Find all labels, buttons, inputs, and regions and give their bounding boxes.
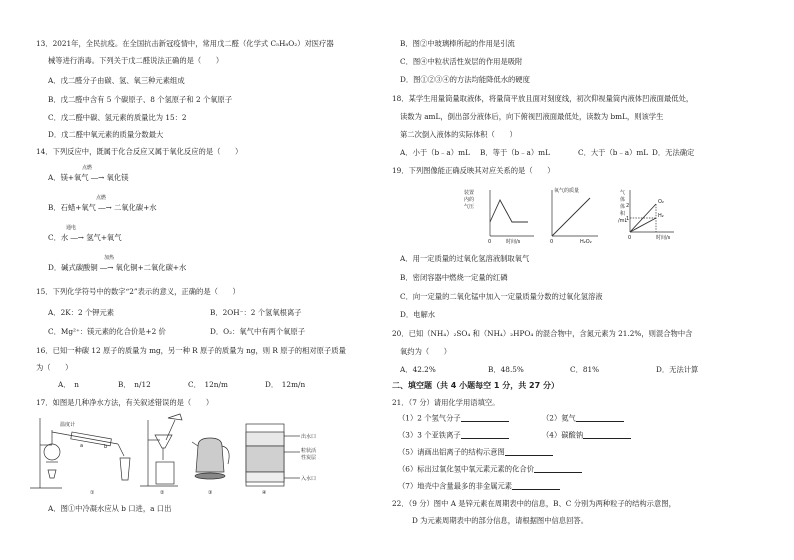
q18-stem-line2: 读数为 amL，倒出部分液体后，向下俯视凹液面最低处，读数为 bmL，则该学生 — [400, 112, 664, 121]
q21-line4 — [398, 465, 582, 473]
figure-number-3: ③ — [208, 490, 213, 496]
graph-3 — [630, 190, 674, 232]
q16-stem-line1: 16．已知一种碳 12 原子的质量为 mg，另一种 R 原子的质量为 ng，则 R 原子的相对原子质量 — [36, 346, 346, 355]
q19-option-a: A．用一定质量的过氧化氢溶液制取氧气 — [400, 254, 530, 263]
q15-option-c: C．Mg²⁺：镁元素的化合价是+2 价 — [48, 327, 166, 336]
q22-stem-line2: D 为元素周期表中的部分信息，请根据图中信息回答。 — [412, 516, 588, 525]
simple-purifier — [246, 424, 300, 486]
q18-stem-line1: 18．某学生用量筒量取液体，将量筒平放且面对刻度线，初次仰视量筒内液体凹液面最低处， — [392, 94, 694, 103]
q13-option-d: D．戊二醛中氧元素的质量分数最大 — [48, 130, 164, 139]
g1-ylabel-1: 装置 — [464, 190, 475, 196]
q15-stem: 15．下列化学符号中的数字“2”表示的意义，正确的是（ ） — [36, 287, 240, 296]
g3-tick-2: 2 — [626, 203, 630, 209]
g3-h2-label: H₂ — [658, 213, 664, 219]
q21-line1b — [542, 414, 624, 422]
kettle — [192, 438, 229, 479]
figure-number-4: ④ — [262, 490, 267, 496]
q20-option-b: B．48.5% — [488, 365, 524, 374]
g1-origin: 0 — [488, 239, 492, 245]
q21-blank4[interactable] — [583, 431, 631, 439]
q17-option-c: C．图④中粒状活性炭层的作用是吸附 — [400, 57, 523, 66]
q20-stem-line1: 20．已知（NH₄）₂SO₄ 和（NH₄）₂HPO₄ 的混合物中，含氮元素为 21.2%，则混合物中含 — [392, 329, 693, 338]
q21-line1 — [398, 414, 509, 422]
q18-option-b: B．等于（b﹣a）mL — [480, 148, 550, 157]
q21-stem: 21．（7 分）请用化学用语填空。 — [392, 398, 500, 407]
q13-stem-line2: 械等进行消毒。下列关于戊二醛说法正确的是（ ） — [48, 56, 224, 65]
q15-option-d: D．O₂：氧气中有两个氧原子 — [210, 327, 306, 336]
q21-blank5[interactable] — [505, 448, 553, 456]
q21-blank1[interactable] — [461, 414, 509, 422]
q21-line2b — [542, 431, 631, 439]
activated-carbon-label: 粒状活 — [301, 448, 317, 454]
water-outlet-label: 出水口 — [301, 434, 317, 440]
g1-xlabel: 时间/s — [506, 239, 521, 245]
q14-option-a: A．镁+氧气 ―→ 氧化镁 — [48, 173, 129, 182]
g3-tick-1: 1 — [626, 216, 630, 222]
figure-number-1: ① — [90, 490, 95, 496]
figure-number-2: ② — [160, 490, 165, 496]
section-fill-in-title: 二、填空题（共 4 小题每空 1 分，共 27 分） — [392, 381, 559, 390]
g3-ylabel-5: /mL — [618, 218, 628, 224]
distillation-apparatus — [30, 418, 130, 488]
q17-stem: 17．如图是几种净水方法，有关叙述错误的是（ ） — [36, 398, 214, 407]
q14-option-b: B．石蜡+氧气 ―→ 二氧化碳+水 — [48, 203, 157, 212]
q21-line5 — [398, 482, 560, 490]
q15-option-b: B．2OH⁻：2 个氢氧根离子 — [210, 308, 302, 317]
q22-stem-line1: 22．（9 分）图中 A 是锌元素在周期表中的信息，B、C 分别为两种粒子的结构示意图， — [392, 499, 676, 508]
activated-carbon-label-2: 性炭层 — [301, 455, 317, 461]
q20-option-a: A．42.2% — [400, 365, 436, 374]
q18-option-c: C．大于（b﹣a）mL — [578, 148, 649, 157]
label-b: b — [104, 444, 108, 450]
q19-option-c: C．向一定量的二氧化锰中加入一定量质量分数的过氧化氢溶液 — [400, 292, 603, 301]
g3-xlabel: 时间/s — [656, 235, 671, 241]
q21-item1: （1）2 个氢气分子 — [398, 413, 461, 423]
g1-ylabel-2: 内的 — [464, 197, 475, 203]
q14-stem: 14．下列反应中，既属于化合反应又属于氧化反应的是（ ） — [36, 147, 243, 156]
q16-option-d: D． 12m/n — [265, 380, 306, 389]
graph-2 — [552, 190, 598, 236]
q21-item7: （7）地壳中含量最多的非金属元素 — [398, 481, 513, 491]
g2-ylabel: 氧气的质量 — [554, 188, 580, 194]
q21-line3 — [398, 448, 553, 456]
q14-a-condition: 点燃 — [82, 165, 93, 171]
q17-option-b: B．图②中玻璃棒所起的作用是引流 — [400, 39, 515, 48]
q21-blank3[interactable] — [461, 431, 509, 439]
q13-stem-line1: 13．2021年，全民抗疫。在全国抗击新冠疫情中，常用戊二醛（化学式 C₅H₈O₂）对医疗器 — [36, 39, 334, 48]
q14-d-condition: 加热 — [104, 255, 115, 261]
q18-option-a: A．小于（b﹣a）mL — [400, 148, 470, 157]
graph-1 — [490, 190, 534, 236]
q19-option-d: D．电解水 — [400, 310, 436, 319]
q21-item3: （3）3 个亚铁离子 — [398, 430, 461, 440]
q13-option-c: C．戊二醛中碳、氢元素的质量比为 15：2 — [48, 113, 187, 122]
q21-line2 — [398, 431, 509, 439]
q21-blank2[interactable] — [576, 414, 624, 422]
q21-blank6[interactable] — [534, 465, 582, 473]
q13-option-b: B．戊二醛中含有 5 个碳原子、8 个氢原子和 2 个氧原子 — [48, 95, 233, 104]
q17-option-a: A．图①中冷凝水应从 b 口进，a 口出 — [48, 504, 172, 513]
q16-option-b: B． n/12 — [118, 380, 151, 389]
q17-option-d: D．图①②③④的方法均能降低水的硬度 — [400, 75, 530, 84]
q14-option-c: C．水 ―→ 氢气+氧气 — [48, 233, 122, 242]
q14-c-condition: 通电 — [66, 225, 77, 231]
g3-o2-label: O₂ — [658, 199, 664, 205]
g3-ylabel-2: 体 — [620, 197, 626, 203]
filtration-apparatus — [140, 414, 182, 486]
q20-option-d: D．无法计算 — [656, 365, 699, 374]
q21-blank7[interactable] — [512, 482, 560, 490]
q13-option-a: A．戊二醛分子由碳、氢、氧三种元素组成 — [48, 76, 185, 85]
water-inlet-label: 入水口 — [301, 476, 317, 482]
q21-item4: （4）碳酸钠 — [542, 430, 584, 440]
q19-option-b: B．密闭容器中燃烧一定量的红磷 — [400, 273, 508, 282]
q21-item2: （2）氦气 — [542, 413, 576, 423]
q16-option-a: A． n — [58, 380, 79, 389]
g3-ylabel-1: 气 — [620, 190, 626, 196]
q19-stem: 19．下列图像能正确反映其对应关系的是（ ） — [392, 166, 555, 175]
q21-item5: （5）请画出铝离子的结构示意图 — [398, 447, 505, 457]
q14-b-condition: 点燃 — [96, 195, 107, 201]
g3-origin: 0 — [628, 235, 632, 241]
g3-ylabel-4: 积 — [620, 211, 626, 217]
thermometer-label: 温度计 — [60, 422, 76, 428]
g1-ylabel-3: 气压 — [464, 204, 475, 210]
label-a: a — [80, 443, 84, 449]
q16-stem-line2: 为（ ） — [36, 363, 73, 372]
q18-option-d: D．无法确定 — [652, 148, 695, 157]
g2-xlabel: H₂O₂ — [580, 239, 592, 245]
g2-origin: 0 — [550, 239, 554, 245]
q20-stem-line2: 氧约为（ ） — [400, 347, 452, 356]
q16-option-c: C． 12n/m — [188, 380, 228, 389]
q21-item6: （6）标出过氧化氢中氧元素元素的化合价 — [398, 464, 534, 474]
q20-option-c: C．81% — [570, 365, 600, 374]
g3-ylabel-3: 体 — [620, 204, 626, 210]
q14-option-d: D．碱式碳酸铜 ―→ 氧化铜+二氧化碳+水 — [48, 263, 187, 272]
q18-stem-line3: 第二次倒入液体的实际体积（ ） — [400, 130, 517, 139]
q15-option-a: A．2K：2 个钾元素 — [48, 308, 115, 317]
